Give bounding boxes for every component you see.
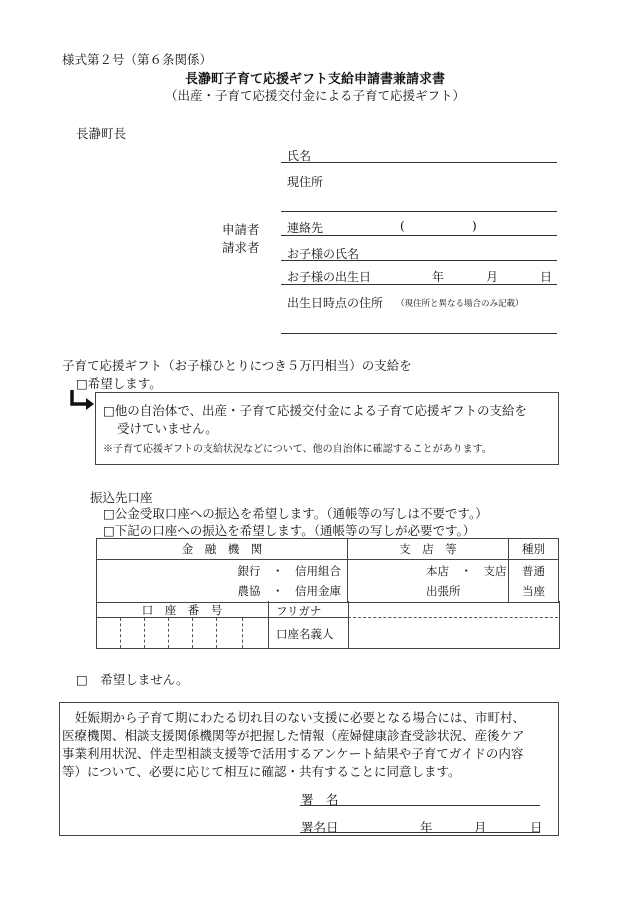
contact-field[interactable]: [281, 235, 557, 236]
public-account-checkbox[interactable]: □公金受取口座への振込を希望します。（通帳等の写しは不要です。）: [103, 506, 488, 521]
birth-address-label: 出生日時点の住所: [287, 296, 384, 310]
contact-paren-open: (: [400, 219, 405, 233]
type-cell[interactable]: [509, 560, 559, 603]
institution-cell[interactable]: [97, 560, 348, 603]
birth-day-label: 日: [540, 270, 553, 284]
signature-field[interactable]: [300, 805, 540, 806]
consent-line2: 医療機関、相談支援関係機関等が把握した情報（産婦健康診査受診状況、産後ケア: [62, 728, 525, 743]
page-subtitle: （出産・子育て応援交付金による子育て応援ギフト）: [164, 88, 465, 103]
col-institution: 金 融 機 関: [97, 539, 348, 560]
applicant-role-1: 申請者: [222, 222, 260, 237]
applicant-role-2: 請求者: [222, 240, 260, 255]
sign-date-field[interactable]: [300, 832, 540, 833]
bank-heading: 振込先口座: [90, 490, 153, 505]
notice-line2: 受けていません。: [117, 421, 218, 436]
contact-label: 連絡先: [287, 221, 324, 235]
institution-option-1: 銀行 ・ 信用組合: [237, 564, 341, 578]
child-name-field[interactable]: [281, 260, 557, 261]
holder-field[interactable]: [360, 618, 550, 646]
birth-month-label: 月: [486, 270, 499, 284]
account-number-label: 口 座 番 号: [141, 603, 223, 617]
holder-label: 口座名義人: [276, 627, 334, 641]
other-account-checkbox[interactable]: □下記の口座への振込を希望します。（通帳等の写しが必要です。）: [103, 523, 476, 538]
name-label: 氏名: [287, 149, 312, 163]
addressee: 長瀞町長: [76, 126, 127, 141]
col-type: 種別: [509, 539, 559, 560]
birth-address-field[interactable]: [281, 333, 557, 334]
signature-label: 署 名: [301, 792, 339, 807]
branch-option-2: 出張所: [426, 584, 461, 598]
gift-intro: 子育て応援ギフト（お子様ひとりにつき５万円相当）の支給を: [62, 358, 412, 373]
sign-year-label: 年: [420, 820, 433, 835]
branch-cell[interactable]: [348, 560, 509, 603]
name-field[interactable]: [281, 162, 557, 163]
form-number: 様式第２号（第６条関係）: [62, 52, 213, 67]
address-label: 現住所: [287, 175, 324, 189]
bank-table: [96, 538, 559, 603]
child-birth-field[interactable]: [281, 284, 557, 285]
furigana-label: フリガナ: [276, 604, 322, 618]
child-name-label: お子様の氏名: [287, 247, 360, 261]
child-birth-label: お子様の出生日: [287, 270, 372, 284]
birth-address-note: （現住所と異なる場合のみ記載）: [396, 299, 524, 309]
option-yes-checkbox[interactable]: □希望します。: [76, 376, 162, 391]
institution-option-2: 農協 ・ 信用金庫: [237, 584, 341, 598]
type-option-2: 当座: [522, 584, 545, 598]
notice-note: ※子育て応援ギフトの支給状況などについて、他の自治体に確認することがあります。: [103, 444, 492, 455]
consent-line4: 等）について、必要に応じて相互に確認・共有することに同意します。: [62, 764, 461, 779]
contact-paren-close: ): [472, 219, 477, 233]
arrow-right-icon: [68, 390, 98, 412]
type-option-1: 普通: [522, 564, 545, 578]
notice-checkbox[interactable]: □他の自治体で、出産・子育て応援交付金による子育て応援ギフトの支給を: [103, 403, 528, 418]
account-number-field[interactable]: [98, 619, 266, 647]
page-title: 長瀞町子育て応援ギフト支給申請書兼請求書: [184, 72, 445, 87]
birth-year-label: 年: [432, 270, 445, 284]
consent-line1: 妊娠期から子育て期にわたる切れ目のない支援に必要となる場合には、市町村、: [75, 710, 526, 725]
sign-date-label: 署名日: [301, 820, 339, 835]
option-no-checkbox[interactable]: □ 希望しません。: [76, 672, 189, 687]
address-field[interactable]: [281, 211, 557, 212]
sign-day-label: 日: [530, 820, 543, 835]
col-branch: 支 店 等: [348, 539, 509, 560]
sign-month-label: 月: [474, 820, 487, 835]
consent-line3: 事業利用状況、伴走型相談支援等で活用するアンケート結果や子育てガイドの内容: [62, 746, 524, 761]
branch-option-1: 本店 ・ 支店: [426, 564, 507, 578]
